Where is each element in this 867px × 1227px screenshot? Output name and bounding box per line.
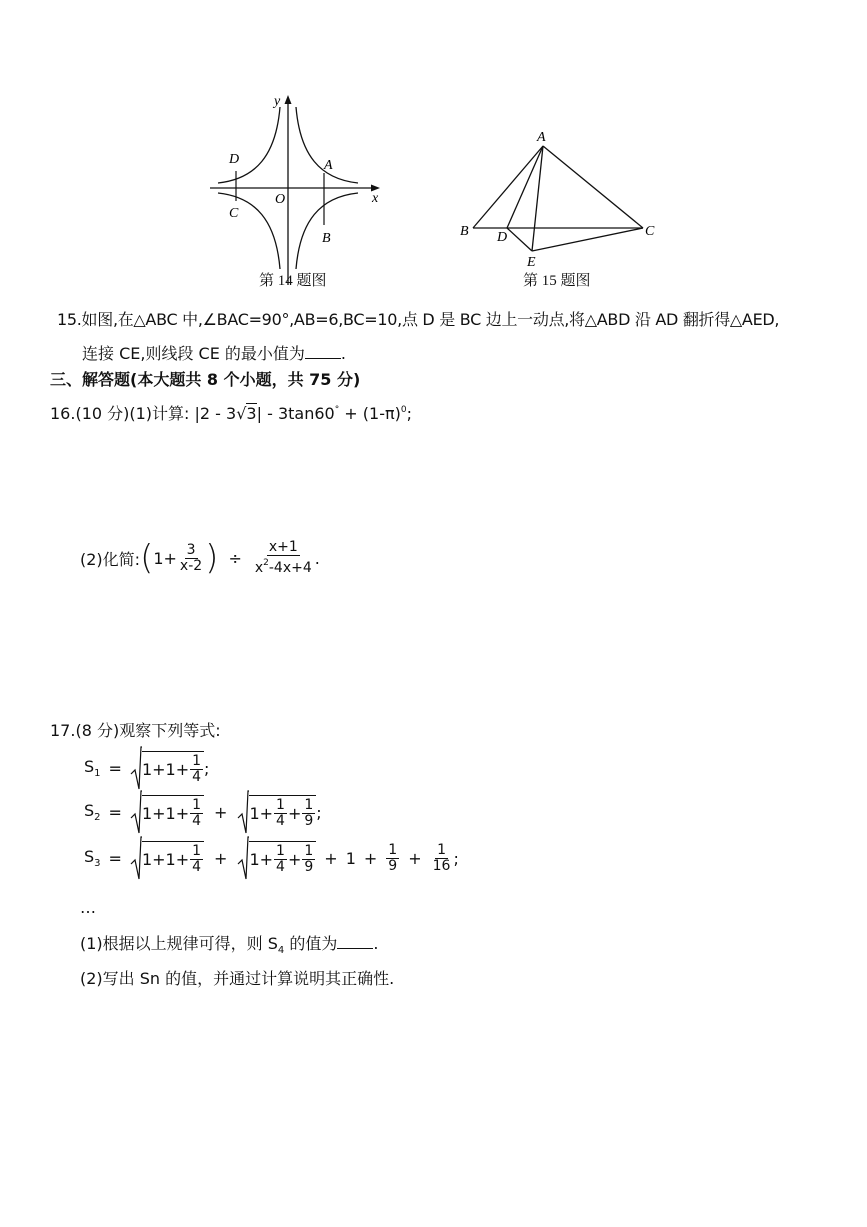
- fraction-3-over-x-2: [178, 543, 204, 574]
- q16-part1-exp: 0: [400, 405, 407, 415]
- q17-p1-end: .: [373, 934, 379, 953]
- s2-eq: =: [108, 802, 122, 822]
- s2-sub: 2: [94, 812, 101, 823]
- label-C: C: [229, 206, 239, 221]
- s3c-frac9-num: 1: [388, 841, 398, 858]
- fraction-x1-over-poly: [253, 540, 314, 576]
- s1-frac-den: 4: [192, 769, 202, 785]
- s2b-frac9-num: 1: [304, 797, 314, 813]
- s2-frac-den: 4: [192, 813, 202, 829]
- q17-p1-text: (1)根据以上规律可得，则 S: [80, 934, 278, 953]
- frac2-den-x: x: [254, 560, 264, 576]
- segment-DE: [507, 228, 532, 251]
- s3-eq: =: [108, 848, 122, 868]
- radical-sign-icon: [130, 746, 142, 790]
- radical-sign-icon: [237, 836, 249, 880]
- s3b-frac9-den: 9: [304, 859, 314, 875]
- segment-AB: [473, 146, 543, 228]
- label-A: A: [324, 158, 333, 173]
- s3c-frac9-den: 9: [388, 857, 398, 874]
- s2-terms-b: 1+: [249, 804, 274, 823]
- q16-part2: [80, 540, 320, 576]
- right-paren-icon: ): [205, 538, 219, 578]
- q16-part2-prefix: (2)化简:: [80, 549, 141, 569]
- s2-semi: ;: [316, 802, 322, 822]
- q17-part1: [80, 931, 378, 956]
- hyperbola-branch-q3: [218, 193, 280, 269]
- label-O: O: [275, 192, 286, 207]
- s3-plus-3: +: [363, 848, 378, 868]
- answer-blank[interactable]: [305, 346, 341, 359]
- s2-S: S: [84, 801, 95, 820]
- q17-s1: [84, 746, 209, 790]
- s3-frac16-den: 16: [432, 857, 451, 874]
- s1-S: S: [84, 757, 95, 776]
- s2b-frac-den: 4: [276, 813, 285, 829]
- label-A: A: [537, 130, 546, 145]
- sqrt-symbol-icon: √: [236, 404, 247, 423]
- q16-part1-tail: + (1-π): [339, 404, 401, 423]
- q15-line1: 15.如图,在△ABC 中,∠BAC=90°,AB=6,BC=10,点 D 是 BC 边上一动点,将△ABD 沿 AD 翻折得△AED,: [57, 310, 780, 329]
- q17-part2: (2)写出 Sn 的值，并通过计算说明其正确性.: [80, 969, 395, 988]
- q15-line2-text: 连接 CE,则线段 CE 的最小值为: [82, 344, 305, 363]
- s1-frac-1-4: [190, 754, 203, 785]
- s3-frac-den: 4: [192, 859, 202, 875]
- s2-frac-num: 1: [192, 797, 202, 813]
- segment-AD: [507, 146, 543, 228]
- figure-14-caption: 第 14 题图: [259, 273, 327, 289]
- s3-terms-b: 1+: [249, 850, 274, 869]
- q17-s3: [84, 836, 459, 880]
- left-paren-icon: (: [140, 538, 154, 578]
- s1-semi: ;: [204, 758, 210, 778]
- s3b-frac-1-9: [302, 844, 315, 875]
- s3-plus-1: +: [214, 848, 228, 868]
- s2-terms-a: 1+1+: [141, 804, 190, 823]
- s2-frac-1-4: [190, 798, 203, 829]
- s1-sub: 1: [94, 768, 101, 779]
- q16-part2-end: .: [314, 548, 320, 568]
- s3b-plus: +: [287, 850, 302, 869]
- q17-p1-text-b: 的值为: [284, 934, 338, 953]
- s3-frac-1-16: [431, 843, 453, 874]
- q16-part1-rest: | - 3tan60: [256, 404, 335, 423]
- s3-label: [84, 847, 101, 869]
- q16-part1-root: 3: [246, 404, 257, 423]
- label-y: y: [274, 94, 281, 109]
- s2b-plus: +: [287, 804, 302, 823]
- s1-eq: =: [108, 758, 122, 778]
- q17-intro: 17.(8 分)观察下列等式:: [50, 721, 221, 740]
- radical-sign-icon: [130, 790, 142, 834]
- s2b-frac-1-9: [302, 798, 315, 829]
- s3-terms-a: 1+1+: [141, 850, 190, 869]
- q16-part1-degree: °: [334, 405, 340, 415]
- q17-s2: [84, 790, 322, 834]
- frac1-num: 3: [186, 541, 196, 558]
- radical-3a: [130, 836, 204, 880]
- label-E: E: [527, 255, 536, 270]
- figure-14: [200, 85, 400, 290]
- segment-EC: [532, 228, 643, 251]
- s2-plus: +: [214, 802, 228, 822]
- s2b-frac9-den: 9: [304, 813, 314, 829]
- q15-line2: [82, 341, 346, 364]
- s3b-frac9-num: 1: [304, 843, 314, 859]
- radical-3b: [237, 836, 316, 880]
- frac2-den-rest: -4x+4: [268, 560, 312, 576]
- radical-sign-icon: [237, 790, 249, 834]
- label-D: D: [497, 230, 508, 245]
- label-B: B: [460, 224, 469, 239]
- label-x: x: [372, 191, 379, 206]
- s3-frac-1-9: [386, 843, 399, 874]
- s3-sub: 3: [94, 858, 101, 869]
- s3-frac-num: 1: [192, 843, 202, 859]
- s3-frac-1-4: [190, 844, 203, 875]
- radical-1: [130, 746, 204, 790]
- y-axis-arrow-icon: [285, 95, 292, 104]
- s3-plus-4: +: [408, 848, 422, 868]
- figure-15: [455, 125, 665, 270]
- frac1-den: x-2: [179, 557, 203, 574]
- q17-p1-sub: 4: [277, 945, 285, 956]
- frac2-den: [253, 556, 314, 576]
- hyperbola-branch-q2: [218, 107, 280, 183]
- s3-semi: ;: [453, 848, 459, 868]
- s3b-frac-den: 4: [276, 859, 285, 875]
- answer-blank[interactable]: [337, 936, 373, 949]
- segment-AC: [543, 146, 643, 228]
- figure-15-caption: 第 15 题图: [523, 273, 591, 289]
- s1-frac-num: 1: [192, 753, 202, 769]
- s3-frac16-num: 1: [437, 841, 446, 858]
- s2b-frac-num: 1: [276, 797, 285, 813]
- radical-2b: [237, 790, 316, 834]
- q16-part1-end: ;: [406, 404, 412, 423]
- s1-label: [84, 757, 101, 779]
- s1-terms: 1+1+: [141, 760, 190, 779]
- s2b-frac-1-4: [274, 798, 287, 829]
- segment-AE: [532, 146, 543, 251]
- s3-S: S: [84, 847, 95, 866]
- section-heading: 三、解答题(本大题共 8 个小题，共 75 分): [50, 370, 361, 389]
- s2-label: [84, 801, 101, 823]
- label-B: B: [322, 231, 331, 246]
- label-C: C: [645, 224, 655, 239]
- radical-sign-icon: [130, 836, 142, 880]
- q17-ellipsis: …: [80, 898, 96, 917]
- q15-line2-end: .: [340, 344, 347, 363]
- s3b-frac-num: 1: [276, 843, 285, 859]
- q16-part1: [50, 401, 412, 424]
- frac2-num: x+1: [268, 539, 298, 555]
- divide-sign: ÷: [228, 548, 242, 568]
- q16-one-plus: 1+: [153, 548, 177, 568]
- radical-2a: [130, 790, 204, 834]
- label-D: D: [229, 152, 240, 167]
- frac2-den-exp: 2: [263, 558, 269, 568]
- s3b-frac-1-4: [274, 844, 287, 875]
- q16-part1-prefix: 16.(10 分)(1)计算: |2 - 3: [50, 404, 237, 423]
- s3-plus-2: +: [324, 848, 338, 868]
- s3-one: 1: [345, 848, 356, 868]
